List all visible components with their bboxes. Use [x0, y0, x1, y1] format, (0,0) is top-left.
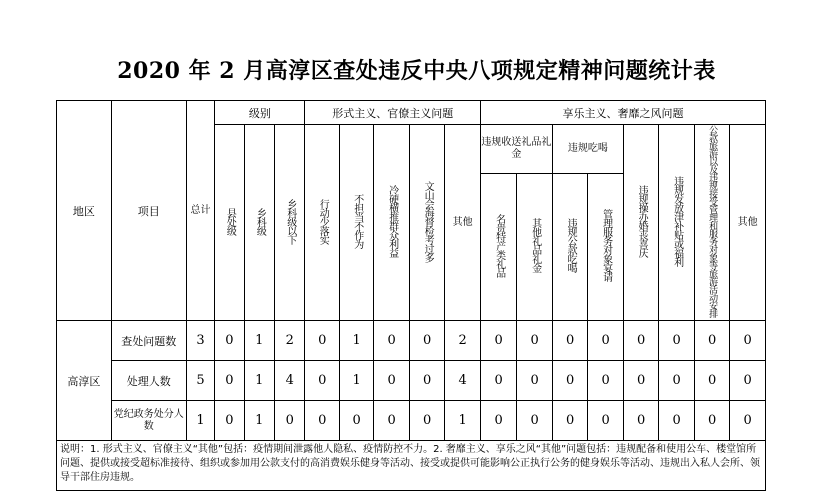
header-county: 县处级 — [215, 125, 244, 321]
row-label: 党纪政务处分人数 — [111, 401, 186, 441]
cell: 0 — [730, 361, 766, 401]
header-gift2: 其他礼品礼金 — [517, 173, 552, 321]
header-f4: 文山会海督检考过多 — [409, 125, 444, 321]
header-f2: 不担当不作为 — [339, 125, 373, 321]
header-item: 项目 — [111, 101, 186, 321]
cell: 0 — [409, 361, 444, 401]
header-gift-group: 违规收送礼品礼金 — [480, 125, 552, 174]
header-f-other: 其他 — [445, 125, 481, 321]
cell: 0 — [480, 321, 517, 361]
header-eat-group: 违规吃喝 — [552, 125, 623, 174]
cell: 0 — [215, 401, 244, 441]
cell: 0 — [409, 401, 444, 441]
header-gift1: 名贵特产类礼品 — [480, 173, 517, 321]
cell: 0 — [305, 401, 339, 441]
row-label: 处理人数 — [111, 361, 186, 401]
cell: 1 — [339, 361, 373, 401]
cell: 0 — [552, 401, 587, 441]
cell: 0 — [517, 321, 552, 361]
page-title: 2020 年 2 月高淳区查处违反中央八项规定精神问题统计表 — [117, 58, 716, 84]
cell: 1 — [445, 401, 481, 441]
table-note: 说明：1. 形式主义、官僚主义“其他”包括：疫情期间泄露他人隐私、疫情防控不力。2. 奢靡主义、享乐之风“其他”问题包括：违规配备和使用公车、楼堂馆所问题、提供或接受超标准接待、组织或参加用公款支付的高消费娱乐健身等活动、接受或提供可能影响公正执行公务的健身娱乐等活动、违规出入私人会所、领导干部住房违规。 — [57, 441, 766, 491]
cell: 0 — [374, 401, 409, 441]
header-f3: 冷硬横推群众利益 — [374, 125, 409, 321]
cell: 0 — [659, 361, 694, 401]
cell: 0 — [730, 321, 766, 361]
cell: 0 — [588, 361, 623, 401]
cell: 0 — [623, 361, 658, 401]
header-wedding: 违规操办婚丧喜庆 — [623, 125, 658, 321]
cell: 0 — [480, 361, 517, 401]
cell: 0 — [694, 361, 729, 401]
cell: 1 — [244, 321, 274, 361]
header-travel: 公款旅游以及违规接受管理和服务对象等旅游活动安排 — [694, 125, 729, 321]
cell: 0 — [215, 321, 244, 361]
table-row — [57, 401, 766, 441]
cell: 0 — [623, 321, 658, 361]
cell: 0 — [552, 361, 587, 401]
cell: 0 — [694, 321, 729, 361]
cell: 0 — [305, 361, 339, 401]
cell: 0 — [694, 401, 729, 441]
header-h-other: 其他 — [730, 125, 766, 321]
cell: 3 — [186, 321, 214, 361]
cell: 0 — [588, 401, 623, 441]
header-township: 乡科级 — [244, 125, 274, 321]
header-eat1: 违规公款吃喝 — [552, 173, 587, 321]
cell: 0 — [588, 321, 623, 361]
header-formalism: 形式主义、官僚主义问题 — [305, 101, 480, 125]
cell: 0 — [659, 401, 694, 441]
cell: 0 — [480, 401, 517, 441]
cell: 0 — [374, 321, 409, 361]
cell: 5 — [186, 361, 214, 401]
header-below: 乡科级以下 — [275, 125, 305, 321]
row-label: 查处问题数 — [111, 321, 186, 361]
cell: 0 — [623, 401, 658, 441]
cell: 0 — [552, 321, 587, 361]
cell: 2 — [445, 321, 481, 361]
cell: 0 — [305, 321, 339, 361]
cell: 1 — [244, 361, 274, 401]
header-eat2: 管理服务对象宴请 — [588, 173, 623, 321]
table-row — [57, 361, 766, 401]
header-f1: 行动少落实 — [305, 125, 339, 321]
statistics-table — [56, 100, 766, 491]
cell: 4 — [445, 361, 481, 401]
cell: 1 — [339, 321, 373, 361]
header-total: 总计 — [186, 101, 214, 321]
cell: 0 — [339, 401, 373, 441]
header-allowance: 违规发放津补贴或福利 — [659, 125, 694, 321]
cell: 0 — [517, 361, 552, 401]
cell: 0 — [517, 401, 552, 441]
cell: 4 — [275, 361, 305, 401]
cell: 1 — [244, 401, 274, 441]
cell: 0 — [215, 361, 244, 401]
header-region: 地区 — [57, 101, 112, 321]
header-hedonism: 享乐主义、奢靡之风问题 — [480, 101, 765, 125]
table-row — [57, 321, 766, 361]
cell: 1 — [186, 401, 214, 441]
cell: 0 — [409, 321, 444, 361]
header-level: 级别 — [215, 101, 305, 125]
cell: 0 — [659, 321, 694, 361]
cell: 0 — [730, 401, 766, 441]
region-cell: 高淳区 — [57, 321, 112, 441]
cell: 2 — [275, 321, 305, 361]
cell: 0 — [374, 361, 409, 401]
cell: 0 — [275, 401, 305, 441]
